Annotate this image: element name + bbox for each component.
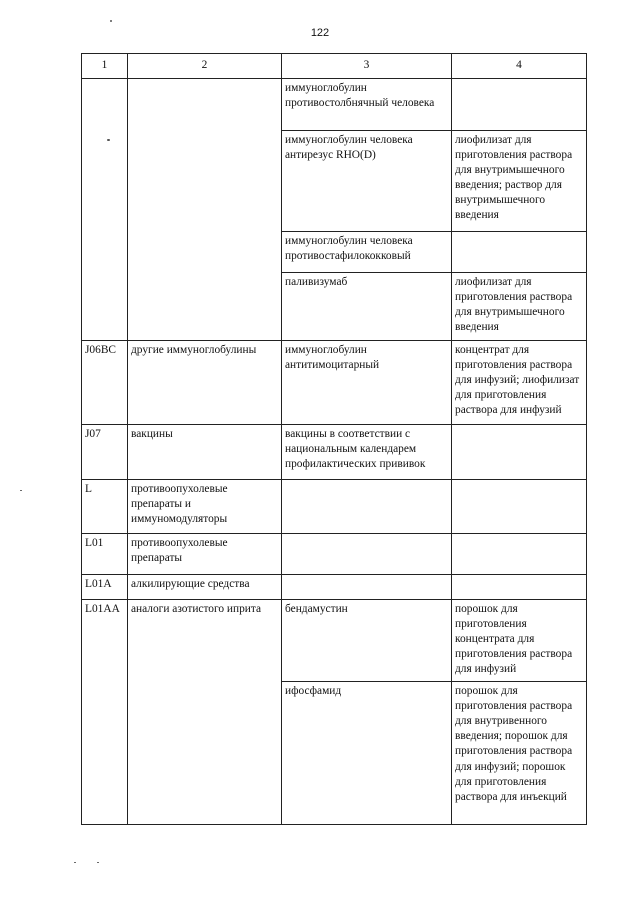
- scan-speck: [74, 862, 76, 863]
- code-cell: L01A: [82, 575, 128, 600]
- form-cell: порошок для приготовления концентрата для приготовления раствора для инфузий: [452, 600, 587, 682]
- form-cell: лиофилизат для приготовления раствора для внутримышечного введения: [452, 273, 587, 341]
- column-header: 2: [128, 54, 282, 79]
- code-cell: L01AA: [82, 600, 128, 682]
- table-row: [82, 131, 587, 232]
- group-cell: [128, 682, 282, 825]
- form-cell: [452, 232, 587, 273]
- drug-cell: [282, 480, 452, 534]
- code-cell: L: [82, 480, 128, 534]
- column-header: 4: [452, 54, 587, 79]
- form-cell: [452, 575, 587, 600]
- scan-speck: [107, 139, 110, 141]
- scan-speck: [20, 490, 22, 491]
- drug-cell: паливизумаб: [282, 273, 452, 341]
- code-cell: J06BC: [82, 341, 128, 425]
- group-cell: алкилирующие средства: [128, 575, 282, 600]
- table-row: [82, 682, 587, 825]
- form-cell: концентрат для приготовления раствора для инфузий; лиофилизат для приготовления раствора для инфузий: [452, 341, 587, 425]
- table-row: [82, 425, 587, 480]
- form-cell: [452, 79, 587, 131]
- form-cell: порошок для приготовления раствора для внутривенного введения; порошок для приготовления раствора для инфузий; порошок для приготовления раствора для инъекций: [452, 682, 587, 825]
- form-cell: лиофилизат для приготовления раствора для внутримышечного введения; раствор для внутримышечного введения: [452, 131, 587, 232]
- drug-cell: [282, 534, 452, 575]
- code-cell: [82, 79, 128, 131]
- table-row: [82, 575, 587, 600]
- drug-cell: вакцины в соответствии с национальным календарем профилактических прививок: [282, 425, 452, 480]
- code-cell: [82, 232, 128, 273]
- drug-cell: иммуноглобулин человека антирезус RHO(D): [282, 131, 452, 232]
- table-row: [82, 480, 587, 534]
- form-cell: [452, 425, 587, 480]
- group-cell: другие иммуноглобулины: [128, 341, 282, 425]
- group-cell: [128, 232, 282, 273]
- table-row: [82, 232, 587, 273]
- code-cell: L01: [82, 534, 128, 575]
- table-row: [82, 79, 587, 131]
- drug-cell: иммуноглобулин антитимоцитарный: [282, 341, 452, 425]
- group-cell: противоопухолевые препараты: [128, 534, 282, 575]
- code-cell: J07: [82, 425, 128, 480]
- group-cell: [128, 79, 282, 131]
- page-number: 122: [310, 27, 330, 39]
- drug-cell: иммуноглобулин человека противостафилококковый: [282, 232, 452, 273]
- table-row: [82, 273, 587, 341]
- table-row: [82, 534, 587, 575]
- table-row: [82, 341, 587, 425]
- column-header: 1: [82, 54, 128, 79]
- scan-speck: [97, 862, 99, 863]
- code-cell: [82, 131, 128, 232]
- drug-cell: бендамустин: [282, 600, 452, 682]
- code-cell: [82, 273, 128, 341]
- table-row: [82, 600, 587, 682]
- drug-table: [81, 53, 587, 825]
- table-header-row: [82, 54, 587, 79]
- scan-speck: [110, 20, 112, 22]
- group-cell: аналоги азотистого иприта: [128, 600, 282, 682]
- group-cell: противоопухолевые препараты и иммуномодуляторы: [128, 480, 282, 534]
- group-cell: [128, 273, 282, 341]
- column-header: 3: [282, 54, 452, 79]
- drug-cell: ифосфамид: [282, 682, 452, 825]
- form-cell: [452, 534, 587, 575]
- drug-cell: [282, 575, 452, 600]
- code-cell: [82, 682, 128, 825]
- form-cell: [452, 480, 587, 534]
- group-cell: [128, 131, 282, 232]
- drug-cell: иммуноглобулин противостолбнячный человека: [282, 79, 452, 131]
- group-cell: вакцины: [128, 425, 282, 480]
